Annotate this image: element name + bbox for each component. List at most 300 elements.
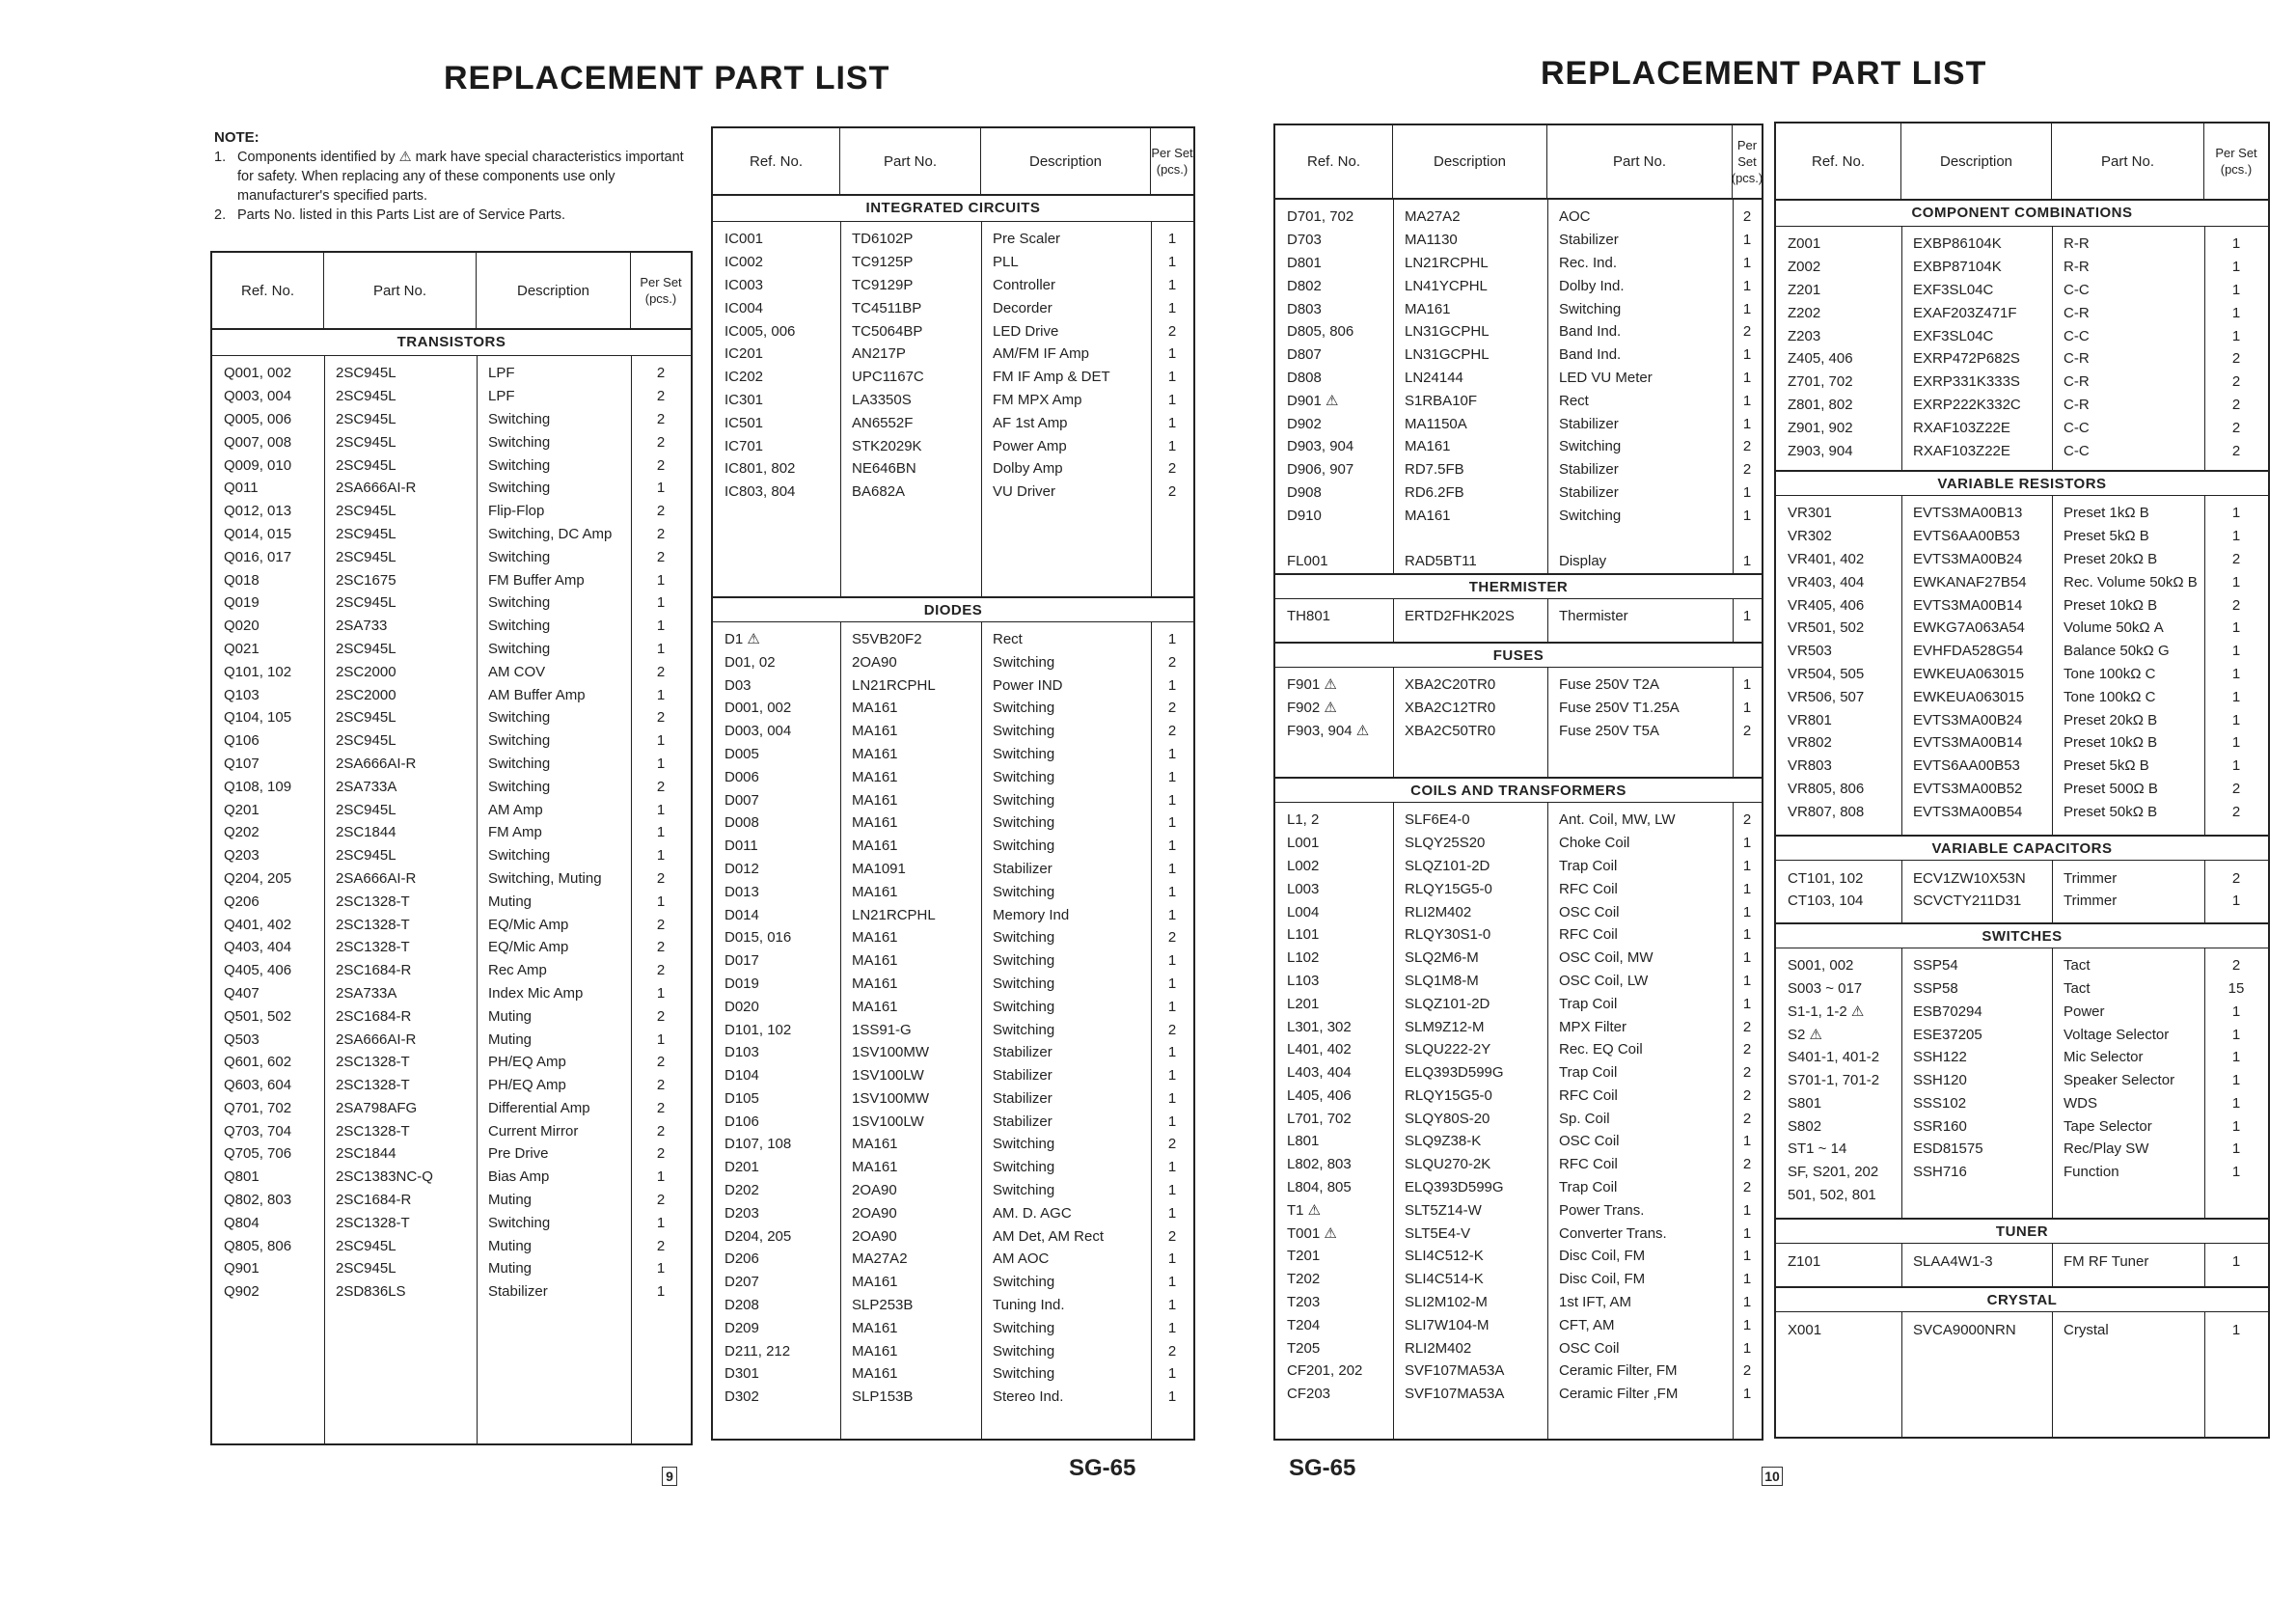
table-cell: 2SA733A: [336, 778, 397, 795]
table-row: [1275, 367, 1762, 390]
table-cell: 2: [1742, 1018, 1752, 1035]
table-row: [1776, 256, 2268, 279]
table-cell: Switching: [993, 838, 1055, 855]
table-cell: EXF3SL04C: [1913, 327, 1994, 344]
table-cell: TD6102P: [852, 231, 914, 248]
table-cell: MA161: [852, 1365, 898, 1383]
table-cell: Switching: [488, 1214, 551, 1231]
table-cell: 2: [1742, 323, 1752, 341]
table-cell: 1: [656, 1030, 666, 1048]
table-cell: Q003, 004: [224, 388, 292, 405]
table-cell: AM Amp: [488, 801, 543, 818]
table-cell: PLL: [993, 254, 1019, 271]
table-row: [713, 228, 1193, 251]
table-row: [212, 568, 691, 591]
table-cell: D701, 702: [1287, 208, 1354, 226]
table-cell: 2: [656, 1237, 666, 1254]
table-cell: CT103, 104: [1788, 893, 1864, 910]
table-cell: 2SC1328-T: [336, 1077, 410, 1094]
table-cell: Switching: [993, 1274, 1055, 1291]
table-row: [713, 1179, 1193, 1202]
section-header: CRYSTAL: [1776, 1286, 2268, 1312]
column-header: Description: [1901, 124, 2052, 199]
table-row: [1275, 458, 1762, 481]
table-cell: Switching: [488, 480, 551, 497]
table-cell: EXF3SL04C: [1913, 281, 1994, 298]
table-row: [1776, 525, 2268, 548]
table-cell: Q204, 205: [224, 869, 292, 887]
table-cell: SVF107MA53A: [1405, 1362, 1505, 1380]
table-body: [1776, 201, 2268, 1437]
table-cell: VR801: [1788, 711, 1832, 728]
table-cell: Switching: [993, 929, 1055, 947]
table-cell: SLI4C512-K: [1405, 1248, 1484, 1265]
table-cell: Switching: [993, 952, 1055, 970]
table-cell: SLP253B: [852, 1297, 914, 1314]
table-row: [1776, 301, 2268, 324]
table-cell: D908: [1287, 483, 1322, 501]
table-cell: Stabilizer: [1559, 483, 1619, 501]
table-cell: Controller: [993, 276, 1056, 293]
table-cell: D201: [724, 1159, 759, 1176]
table-cell: D209: [724, 1319, 759, 1336]
table-cell: 1: [1742, 880, 1752, 897]
table-cell: IC003: [724, 276, 764, 293]
table-cell: Function: [2064, 1164, 2119, 1181]
table-cell: SLP153B: [852, 1388, 914, 1406]
table-cell: Stabilizer: [1559, 415, 1619, 432]
section-spacer: [1275, 628, 1762, 642]
table-cell: IC001: [724, 231, 764, 248]
table-cell: 2: [656, 410, 666, 427]
table-cell: D01, 02: [724, 653, 776, 671]
column-header: Per Set (pcs.): [2215, 146, 2257, 177]
table-cell: L002: [1287, 857, 1320, 874]
table-cell: SF, S201, 202: [1788, 1164, 1879, 1181]
table-cell: PH/EQ Amp: [488, 1054, 566, 1071]
table-cell: RLQY30S1-0: [1405, 926, 1491, 944]
table-cell: 2: [656, 1007, 666, 1025]
table-cell: Thermister: [1559, 608, 1628, 625]
note-item-2-text: Parts No. listed in this Parts List are of Service Parts.: [237, 207, 566, 223]
table-row: [713, 366, 1193, 389]
table-cell: D015, 016: [724, 929, 792, 947]
table-row: [1275, 1383, 1762, 1406]
section-spacer: [1776, 1341, 2268, 1362]
table-cell: 2SC1684-R: [336, 1192, 412, 1209]
table-cell: IC801, 802: [724, 460, 796, 478]
table-cell: IC701: [724, 437, 764, 454]
table-cell: UPC1167C: [852, 369, 924, 386]
table-cell: MA161: [1405, 300, 1451, 317]
table-cell: Switching: [488, 433, 551, 451]
table-row: [1776, 1250, 2268, 1273]
table-cell: 2: [1167, 929, 1177, 947]
table-row: [1275, 527, 1762, 550]
table-cell: SLQU270-2K: [1405, 1156, 1491, 1173]
table-cell: EQ/Mic Amp: [488, 916, 569, 933]
table-cell: S701-1, 701-2: [1788, 1072, 1880, 1089]
table-cell: 2: [656, 778, 666, 795]
table-row: [1275, 297, 1762, 320]
left-page-title: REPLACEMENT PART LIST: [444, 60, 890, 96]
table-cell: 1: [1742, 232, 1752, 249]
table-cell: 2SC1328-T: [336, 893, 410, 910]
table-cell: Trimmer: [2064, 869, 2118, 887]
table-cell: 1: [2231, 619, 2241, 637]
table-row: [1275, 389, 1762, 412]
table-cell: RD6.2FB: [1405, 483, 1464, 501]
table-cell: 1: [1742, 835, 1752, 852]
table-row: [1275, 1268, 1762, 1291]
table-cell: L004: [1287, 903, 1320, 920]
table-cell: Tact: [2064, 979, 2091, 997]
table-cell: Disc Coil, FM: [1559, 1271, 1646, 1288]
table-row: [713, 1041, 1193, 1064]
table-cell: 2SA666AI-R: [336, 869, 417, 887]
table-cell: Muting: [488, 893, 533, 910]
table-cell: 2: [656, 1122, 666, 1140]
section-rows: [1776, 1312, 2268, 1341]
table-row: [212, 913, 691, 936]
table-cell: 1: [2231, 1049, 2241, 1066]
table-cell: Stabilizer: [488, 1283, 548, 1301]
table-cell: LN24144: [1405, 369, 1463, 386]
table-cell: 1: [2231, 1140, 2241, 1158]
table-cell: 2OA90: [852, 1182, 897, 1199]
model-code-right: SG-65: [1289, 1455, 1356, 1481]
table-cell: ELQ393D599G: [1405, 1179, 1504, 1196]
table-cell: D302: [724, 1388, 759, 1406]
table-cell: Q202: [224, 824, 260, 841]
table-cell: 2: [1742, 1086, 1752, 1104]
table-cell: 1: [1167, 745, 1177, 762]
table-row: [1776, 617, 2268, 640]
table-cell: SSS102: [1913, 1094, 1967, 1112]
table-cell: AN217P: [852, 345, 906, 363]
table-cell: XBA2C20TR0: [1405, 675, 1496, 693]
table-cell: D020: [724, 998, 759, 1015]
table-cell: D103: [724, 1044, 759, 1061]
table-cell: 1: [1742, 1201, 1752, 1219]
table-cell: Preset 20kΩ B: [2064, 550, 2158, 567]
table-cell: 2: [1742, 208, 1752, 226]
table-cell: Bias Amp: [488, 1168, 550, 1186]
table-cell: C-R: [2064, 373, 2090, 391]
table-cell: SLQU222-2Y: [1405, 1041, 1491, 1058]
table-cell: 2OA90: [852, 1227, 897, 1245]
table-cell: Fuse 250V T1.25A: [1559, 699, 1680, 716]
table-cell: 2: [1742, 1362, 1752, 1380]
table-cell: Preset 5kΩ B: [2064, 757, 2149, 775]
table-cell: L801: [1287, 1133, 1320, 1150]
table-row: [713, 697, 1193, 720]
table-cell: EXBP86104K: [1913, 235, 2002, 253]
table-row: [1275, 320, 1762, 343]
table-cell: Stabilizer: [1559, 461, 1619, 479]
table-cell: SLQZ101-2D: [1405, 995, 1490, 1012]
table-cell: Switching: [1559, 507, 1622, 524]
section-header: VARIABLE CAPACITORS: [1776, 835, 2268, 861]
table-cell: Q014, 015: [224, 525, 292, 542]
table-cell: 2SC1328-T: [336, 1054, 410, 1071]
table-row: [212, 1051, 691, 1074]
table-cell: D805, 806: [1287, 323, 1354, 341]
table-cell: 2SC945L: [336, 365, 396, 382]
table-cell: 2: [656, 1192, 666, 1209]
table-row: [212, 775, 691, 798]
table-cell: SVF107MA53A: [1405, 1386, 1505, 1403]
table-cell: D014: [724, 906, 759, 923]
table-cell: MA161: [852, 745, 898, 762]
section-header: SWITCHES: [1776, 922, 2268, 948]
table-cell: SVCA9000NRN: [1913, 1321, 2016, 1338]
table-cell: LPF: [488, 365, 515, 382]
section-spacer: [1776, 1206, 2268, 1218]
table-cell: 2SC945L: [336, 594, 396, 612]
model-code-left: SG-65: [1069, 1455, 1136, 1481]
table-cell: SLF6E4-0: [1405, 811, 1470, 829]
table-cell: 2: [1742, 438, 1752, 455]
table-cell: MA161: [852, 929, 898, 947]
table-cell: 1SV100MW: [852, 1044, 930, 1061]
table-cell: 2: [656, 433, 666, 451]
table-row: [1776, 371, 2268, 394]
table-row: [713, 788, 1193, 811]
table-cell: OSC Coil: [1559, 1133, 1620, 1150]
table-cell: SCVCTY211D31: [1913, 893, 2022, 910]
table-cell: L102: [1287, 949, 1320, 967]
table-cell: VR501, 502: [1788, 619, 1865, 637]
table-cell: Dolby Amp: [993, 460, 1063, 478]
table-row: [1776, 1318, 2268, 1341]
table-cell: 2OA90: [852, 653, 897, 671]
table-body: [1275, 200, 1762, 1439]
table-cell: 2: [2231, 373, 2241, 391]
table-cell: MA161: [852, 723, 898, 740]
table-cell: L201: [1287, 995, 1320, 1012]
table-cell: Stabilizer: [993, 1067, 1052, 1085]
table-row: [212, 706, 691, 729]
table-cell: 2: [2231, 803, 2241, 820]
table-cell: 1: [2231, 281, 2241, 298]
table-cell: Z901, 902: [1788, 419, 1853, 436]
table-cell: Power Trans.: [1559, 1201, 1645, 1219]
table-row: [1275, 1291, 1762, 1314]
table-row: [1776, 1184, 2268, 1207]
table-cell: R-R: [2064, 259, 2090, 276]
table-cell: 1: [656, 1283, 666, 1301]
table-cell: SLAA4W1-3: [1913, 1252, 1993, 1270]
table-row: [212, 890, 691, 913]
table-cell: Q021: [224, 640, 260, 657]
table-cell: 1: [656, 594, 666, 612]
table-cell: 1: [1742, 392, 1752, 409]
table-cell: 1: [1742, 1224, 1752, 1242]
table-cell: MA161: [852, 1159, 898, 1176]
table-cell: 501, 502, 801: [1788, 1187, 1876, 1204]
table-cell: SSH716: [1913, 1164, 1967, 1181]
table-cell: 2: [656, 962, 666, 979]
section-rows: [713, 222, 1193, 504]
table-cell: 2SA666AI-R: [336, 1030, 417, 1048]
table-header: [1275, 125, 1762, 200]
table-cell: D910: [1287, 507, 1322, 524]
table-cell: Stabilizer: [993, 860, 1052, 877]
table-cell: Muting: [488, 1007, 533, 1025]
table-cell: Switching, Muting: [488, 869, 602, 887]
table-row: [1275, 809, 1762, 832]
table-cell: 2SC945L: [336, 1260, 396, 1278]
table-cell: EXRP472P682S: [1913, 350, 2020, 368]
table-row: [713, 411, 1193, 434]
table-cell: EWKG7A063A54: [1913, 619, 2025, 637]
table-cell: L403, 404: [1287, 1064, 1352, 1082]
table-row: [212, 844, 691, 867]
table-row: [212, 1211, 691, 1234]
table-cell: Differential Amp: [488, 1099, 590, 1116]
table-cell: Rect: [1559, 392, 1589, 409]
section-spacer: [713, 504, 1193, 596]
table-row: [1275, 1245, 1762, 1268]
table-row: [713, 1133, 1193, 1156]
table-cell: SLI7W104-M: [1405, 1316, 1490, 1333]
table-row: [713, 1224, 1193, 1248]
table-cell: 1: [656, 893, 666, 910]
table-cell: RFC Coil: [1559, 1086, 1618, 1104]
table-cell: SLQY25S20: [1405, 835, 1486, 852]
table-cell: D104: [724, 1067, 759, 1085]
table-cell: Muting: [488, 1192, 533, 1209]
table-cell: 1: [1742, 1271, 1752, 1288]
table-cell: Switching: [1559, 438, 1622, 455]
table-cell: S802: [1788, 1117, 1822, 1135]
table-cell: Q401, 402: [224, 916, 292, 933]
table-cell: C-C: [2064, 419, 2090, 436]
table-cell: L401, 402: [1287, 1041, 1352, 1058]
table-cell: 2: [656, 365, 666, 382]
table-cell: MA1150A: [1405, 415, 1467, 432]
table-cell: Q206: [224, 893, 260, 910]
table-cell: 1: [1167, 768, 1177, 785]
table-cell: S401-1, 401-2: [1788, 1049, 1880, 1066]
table-row: [713, 1156, 1193, 1179]
table-cell: 1: [2231, 1094, 2241, 1112]
table-cell: 1: [1167, 1297, 1177, 1314]
table-cell: IC301: [724, 391, 764, 408]
column-header: Part No.: [840, 128, 981, 194]
table-row: [713, 880, 1193, 903]
table-cell: C-C: [2064, 281, 2090, 298]
table-cell: 2SC2000: [336, 686, 396, 703]
table-cell: 1: [656, 1214, 666, 1231]
table-cell: 2: [1742, 811, 1752, 829]
table-cell: AM/FM IF Amp: [993, 345, 1090, 363]
table-row: [1275, 343, 1762, 367]
table-row: [1776, 548, 2268, 571]
table-cell: 2: [1167, 1021, 1177, 1038]
table-cell: CF203: [1287, 1386, 1331, 1403]
table-cell: 2: [1167, 653, 1177, 671]
table-cell: ESE37205: [1913, 1026, 1982, 1043]
table-cell: ESB70294: [1913, 1003, 1982, 1020]
section-spacer: [1275, 742, 1762, 777]
table-cell: D202: [724, 1182, 759, 1199]
table-cell: Z903, 904: [1788, 442, 1853, 459]
table-cell: STK2029K: [852, 437, 922, 454]
table-cell: VR506, 507: [1788, 688, 1865, 705]
table-cell: 2SC1328-T: [336, 1122, 410, 1140]
table-cell: SLQ9Z38-K: [1405, 1133, 1482, 1150]
table-cell: 1: [656, 640, 666, 657]
table-cell: Tone 100kΩ C: [2064, 665, 2156, 682]
table-row: [1776, 394, 2268, 417]
table-cell: F902 ⚠: [1287, 700, 1337, 717]
table-row: [212, 408, 691, 431]
right-page-title: REPLACEMENT PART LIST: [1541, 55, 1987, 92]
table-cell: LN31GCPHL: [1405, 346, 1490, 364]
table-cell: EVTS3MA00B14: [1913, 596, 2023, 614]
table-body: [713, 196, 1193, 1439]
table-cell: 1: [1167, 1250, 1177, 1268]
table-cell: Q705, 706: [224, 1145, 292, 1163]
section-rows: [1275, 803, 1762, 1406]
table-cell: Switching: [1559, 300, 1622, 317]
table-row: [212, 385, 691, 408]
table-row: [713, 1110, 1193, 1133]
table-cell: 2: [1742, 1156, 1752, 1173]
table-cell: MA161: [852, 1342, 898, 1360]
table-cell: Ant. Coil, MW, LW: [1559, 811, 1676, 829]
table-row: [713, 835, 1193, 858]
table-cell: T1 ⚠: [1287, 1202, 1322, 1220]
table-cell: Q001, 002: [224, 365, 292, 382]
table-cell: MA27A2: [852, 1250, 908, 1268]
table-cell: IC002: [724, 254, 764, 271]
table-cell: T001 ⚠: [1287, 1225, 1337, 1243]
table-cell: RFC Coil: [1559, 1156, 1618, 1173]
table-cell: Tact: [2064, 957, 2091, 975]
table-cell: C-R: [2064, 396, 2090, 413]
table-cell: 1: [1167, 1365, 1177, 1383]
table-cell: 2SA666AI-R: [336, 480, 417, 497]
table-cell: 1: [2231, 1164, 2241, 1181]
table-cell: 2: [1742, 1110, 1752, 1127]
table-cell: D007: [724, 791, 759, 809]
table-cell: RLQY15G5-0: [1405, 1086, 1492, 1104]
table-cell: Q016, 017: [224, 548, 292, 565]
table-cell: VU Driver: [993, 483, 1056, 501]
table-cell: IC501: [724, 414, 764, 431]
table-cell: MA161: [852, 1274, 898, 1291]
table-cell: 2SD836LS: [336, 1283, 406, 1301]
table-cell: 2: [1167, 460, 1177, 478]
table-cell: 1: [656, 732, 666, 750]
table-cell: Q019: [224, 594, 260, 612]
table-cell: 1st IFT, AM: [1559, 1294, 1632, 1311]
table-cell: TC4511BP: [852, 299, 922, 316]
table-cell: Z001: [1788, 235, 1821, 253]
table-cell: Rec. EQ Coil: [1559, 1041, 1643, 1058]
table-cell: Preset 10kΩ B: [2064, 734, 2158, 752]
table-cell: D903, 904: [1287, 438, 1354, 455]
table-cell: 1: [2231, 665, 2241, 682]
table-row: [212, 867, 691, 891]
table-cell: Converter Trans.: [1559, 1224, 1667, 1242]
section-rows: [1275, 599, 1762, 628]
table-row: [1275, 412, 1762, 435]
table-cell: MA161: [852, 791, 898, 809]
